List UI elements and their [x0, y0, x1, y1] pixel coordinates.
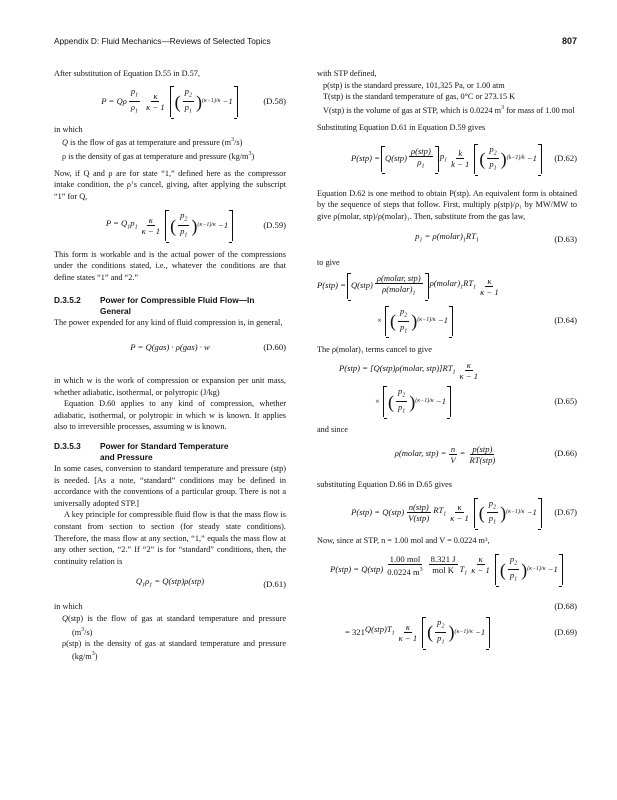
equation-d69: = 321 $Q(stp)T_1$ $\frac{\kappa}{\kappa - 1}$ ( $\frac{p_2}{p_1}$ ) (κ−1)/κ −1 (D.69)	[345, 617, 577, 646]
equation-d68: P(stp) = Q(stp) $\frac{\text{1.00 mol}}{0.0224 m^3}$ $\frac{8.321 J}{\text{mol K}}$ $T_1$ $\frac{\kappa}{\kappa - 1}$ ( $\frac{p_2}{p_1}$ ) (κ−1)/κ −1 (D.68)	[330, 554, 577, 611]
equation-number: (D.62)	[554, 152, 577, 163]
equation-number: (D.58)	[263, 95, 286, 106]
equation-d60: P = Q(gas) · ρ(gas) · w (D.60)	[130, 342, 286, 353]
paragraph: in which	[54, 602, 83, 612]
paragraph: In some cases, conversion to standard temperature and pressure (stp) is needed. [As a note, “standard” conditions may be defined in accordance with the conventions of a particular group. There is not a universally adopted STP.]	[54, 464, 286, 508]
definition-vstp: V(stp) is the volume of gas at STP, which is 0.0224 $m^3$ for mass of 1.00 mol	[323, 104, 575, 115]
definition-pstp: p(stp) is the standard pressure, 101,325 Pa, or 1.00 atm	[323, 80, 505, 90]
equation-d64-line2: × ( $\frac{p_2}{p_1}$ ) (κ−1)/κ −1 (D.64)	[377, 305, 577, 335]
equation-number: (D.59)	[263, 219, 286, 230]
running-title: Appendix D: Fluid Mechanics—Reviews of Selected Topics	[54, 36, 271, 46]
definition-tstp: T(stp) is the standard temperature of gas, 0°C or 273.15 K	[323, 92, 516, 102]
equation-number: (D.63)	[554, 233, 577, 244]
equation-number: (D.61)	[263, 578, 286, 589]
page-number: 807	[561, 36, 577, 46]
paragraph: The ρ(molar)₁ terms cancel to give	[317, 345, 432, 355]
equation-number: (D.67)	[554, 507, 577, 518]
paragraph: Now, if Q and ρ are for state “1,” defined here as the compressor intake condition, the ρ’s cancel, giving, after applying the subscript “1” for Q,	[54, 168, 286, 202]
equation-d59: $P = Q_1p_1$ $\frac{\kappa}{\kappa - 1}$ ( $\frac{p_2}{p_1}$ ) (κ−1)/κ −1 (D.59)	[105, 210, 286, 239]
paragraph: This form is workable and is the actual power of the compressions under the conditions stated, i.e., whatever the conditions are that define states “1” and “2.”	[54, 249, 286, 282]
equation-number: (D.64)	[554, 315, 577, 326]
left-column	[54, 68, 286, 663]
equation-d64-line1: P(stp) = Q(stp) $\frac{\text{ρ(molar, stp)}}{\rho(molar)_1}$ $\rho(molar)_1RT_1$ $\frac{\kappa}{\kappa - 1}$	[317, 273, 499, 297]
paragraph: and since	[317, 424, 348, 434]
equation-d62: P(stp) = Q(stp) $\frac{\text{ρ(stp)}}{\rho_1}$ $p_1$ $\frac{k}{k - 1}$ ( $\frac{p_2}{p_1}$ ) (k−1)/k −1 (D.62)	[351, 143, 577, 172]
equation-d65-line1: P(stp) = [Q(stp)ρ(molar, $stp)]RT_1$ $\frac{\kappa}{\kappa - 1}$	[339, 360, 479, 382]
paragraph: with STP defined,	[317, 69, 377, 78]
paragraph: in which	[54, 124, 83, 134]
definition-rhostp: ρ(stp) is the density of gas at standard temperature and pressure $(kg/m^3)$	[62, 638, 286, 662]
paragraph: Equation D.62 is one method to obtain P(stp). An equivalent form is obtained by the sequence of steps that follow. First, multiply ρ(stp)/ρ₁ by MW/MW to give ρ(molar, stp)/ρ(molar)₁. Then, substitute from the gas law,	[317, 188, 577, 221]
equation-d67: P(stp) = Q(stp) $\frac{\text{n(stp)}}{\text{V(stp)}}$ $RT_1$ $\frac{\kappa}{\kappa - 1}$ ( $\frac{p_2}{p_1}$ ) (κ−1)/κ −1 (D.67)	[351, 497, 577, 527]
equation-d65-line2: × ( $\frac{p_2}{p_1}$ ) (κ−1)/κ −1 (D.65)	[375, 386, 577, 415]
paragraph: A key principle for compressible fluid flow is that the mass flow is constant from section to section (for steady state conditions). Therefore, the mass flow at any section, “1,” equals the mass flow at any other section, “2.” If “2” is for “standard” conditions, then, the continuity relation is	[54, 510, 286, 566]
equation-d63: $p_1$ = $\rho(molar)_1RT_1$ (D.63)	[415, 231, 577, 245]
equation-number: (D.66)	[554, 448, 577, 459]
definition-rho: ρ is the density of gas at temperature and pressure $(kg/m^3)$	[62, 150, 255, 161]
equation-number: (D.68)	[554, 600, 577, 611]
definition-q: Q is the flow of gas at temperature and pressure $(m^3/s)$	[62, 137, 243, 147]
equation-d58: P = Qρ $\frac{p_1}{\rho_1}$ $\frac{\kappa}{\kappa - 1}$ ( $\frac{p_2}{p_1}$ ) (κ−1)/κ −1 (D.58)	[101, 86, 286, 115]
equation-d61: $Q_1\rho_1 = Q(stp)\rho(stp)$ (D.61)	[135, 576, 286, 589]
paragraph: Substituting Equation D.61 in Equation D.59 gives	[317, 123, 486, 133]
definition-qstp: Q(stp) is the flow of gas at standard temperature and pressure $(m^3/s)$	[62, 613, 286, 637]
right-column	[317, 68, 577, 652]
equation-number: (D.60)	[263, 342, 286, 353]
section-heading: D.3.5.3 Power for Standard Temperature and Pressure	[54, 441, 229, 462]
equation-d66: ρ(molar, stp) = $\frac{n}{V}$ = $\frac{\text{p(stp)}}{\text{RT(stp)}}$ (D.66)	[394, 443, 577, 465]
paragraph: Now, since at STP, n = 1.00 mol and V = 0.0224 m³,	[317, 535, 490, 545]
paragraph: The power expended for any kind of fluid compression is, in general,	[54, 318, 283, 328]
equation-number: (D.65)	[554, 395, 577, 406]
paragraph: Equation D.60 applies to any kind of compression, whether adiabatic, isothermal, or polytropic in which w is known. It applies also to irreversible processes, assuming w is known.	[54, 399, 286, 432]
paragraph: in which w is the work of compression or expansion per unit mass, whether adiabatic, isothermal, or polytropic (J/kg)	[54, 376, 286, 397]
paragraph: After substitution of Equation D.55 in D.57,	[54, 69, 200, 78]
paragraph: to give	[317, 257, 340, 267]
equation-number: (D.69)	[554, 626, 577, 637]
section-heading: D.3.5.2 Power for Compressible Fluid Flow—In General	[54, 295, 255, 317]
paragraph: substituting Equation D.66 in D.65 gives	[317, 480, 452, 490]
page-header	[54, 36, 577, 50]
